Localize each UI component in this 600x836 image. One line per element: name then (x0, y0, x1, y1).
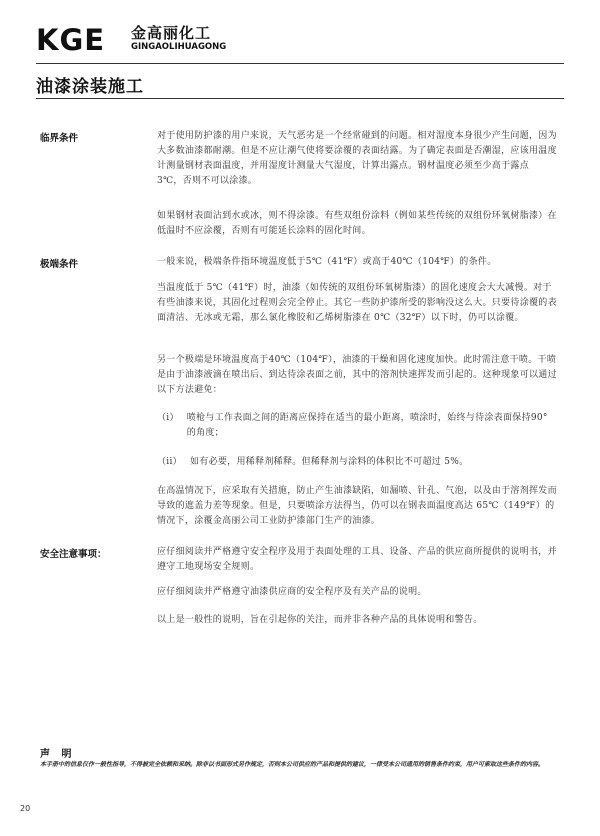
safety-paragraph-1: 应仔细阅读并严格遵守安全程序及用于表面处理的工具、设备、产品的供应商所提供的说明书，并遵守工地现场安全规则。 (157, 547, 557, 572)
page-title: 油漆涂装施工 (36, 77, 144, 97)
section-label-critical: 临界条件 (40, 133, 79, 144)
list-item (157, 455, 557, 470)
list-text: 喷枪与工作表面之间的距离应保持在适当的最小距离，喷涂时，始终与待涂表面保持90°的角度； (186, 413, 548, 438)
critical-paragraph-1: 对于使用防护漆的用户来说，天气恶劣是一个经常碰到的问题。相对湿度本身很少产生问题，因为大多数油漆都耐潮。但是不应让潮气使将要涂覆的表面结露。为了确定表面是否潮湿，应该用温度计测量钢材表面温度，并用湿度计测量大气湿度，计算出露点。钢材温度必须至少高于露点 3℃，否则不可以涂漆。 (157, 131, 557, 186)
list-marker: （i） (157, 413, 179, 423)
header-divider (36, 63, 564, 64)
extreme-paragraph-2: 当温度低于 5℃（41℉）时，油漆（如传统的双组份环氧树脂漆）的固化速度会大大减慢。对于有些油漆来说，其固化过程则会完全停止。其它一些防护漆所受的影响没这么大。只要待涂覆的表面清洁、无冰或无霜，那么氯化橡胶和乙烯树脂漆在 0℃（32℉）以下时，仍可以涂覆。 (157, 283, 557, 323)
brand-name-en: GINGAOLIHUAGONG (131, 42, 227, 52)
extreme-paragraph-3: 另一个极端是环境温度高于40℃（104℉），油漆的干燥和固化速度加快。此时需注意干喷。干喷是由于油漆液滴在喷出后、到达待涂表面之前，其中的溶剂快速挥发而引起的。这种现象可以通过以下方法避免： (157, 355, 557, 395)
logo-mark: KGE (36, 23, 106, 57)
declaration-text: 本手册中的信息仅作一般性指导，不得被完全依赖和采纳。除非以书面形式另作规定，否则本公司供应的产品和提供的建议，一律受本公司通用的销售条件约束，用户可索取这些条件的内容。 (40, 761, 545, 768)
critical-paragraph-2: 如果钢材表面沾到水或冰，则不得涂漆。有些双组份涂料（例如某些传统的双组份环氧树脂漆）在低温时不应涂覆，否则有可能延长涂料的固化时间。 (157, 211, 557, 236)
list-text: 如有必要，用稀释剂稀释。但稀释剂与涂料的体积比不可超过 5%。 (189, 457, 469, 467)
brand-name-cn: 金高丽化工 (131, 24, 212, 42)
extreme-paragraph-1: 一般来说，极端条件指环境温度低于5℃（41℉）或高于40℃（104℉）的条件。 (157, 257, 497, 267)
extreme-closing-paragraph: 在高温情况下，应采取有关措施，防止产生油漆缺陷，如漏喷、针孔、气泡，以及由于溶剂挥发而导致的遮盖力差等现象。但是，只要喷涂方法得当，仍可以在钢表面温度高达 65℃（149℉）的情况下，涂覆金高丽公司工业防护漆部门生产的油漆。 (157, 486, 557, 526)
section-label-safety: 安全注意事项： (40, 549, 107, 560)
page-number: 20 (20, 804, 31, 813)
list-item (157, 411, 557, 441)
safety-paragraph-2: 应仔细阅读并严格遵守油漆供应商的安全程序及有关产品的说明。 (157, 587, 427, 597)
safety-paragraph-3: 以上是一般性的说明，旨在引起你的关注，而并非各种产品的具体说明和警告。 (157, 615, 483, 625)
title-divider (36, 98, 564, 99)
section-label-extreme: 极端条件 (40, 259, 79, 270)
list-marker: （ii） (157, 457, 182, 467)
declaration-title: 声 明 (40, 749, 76, 760)
